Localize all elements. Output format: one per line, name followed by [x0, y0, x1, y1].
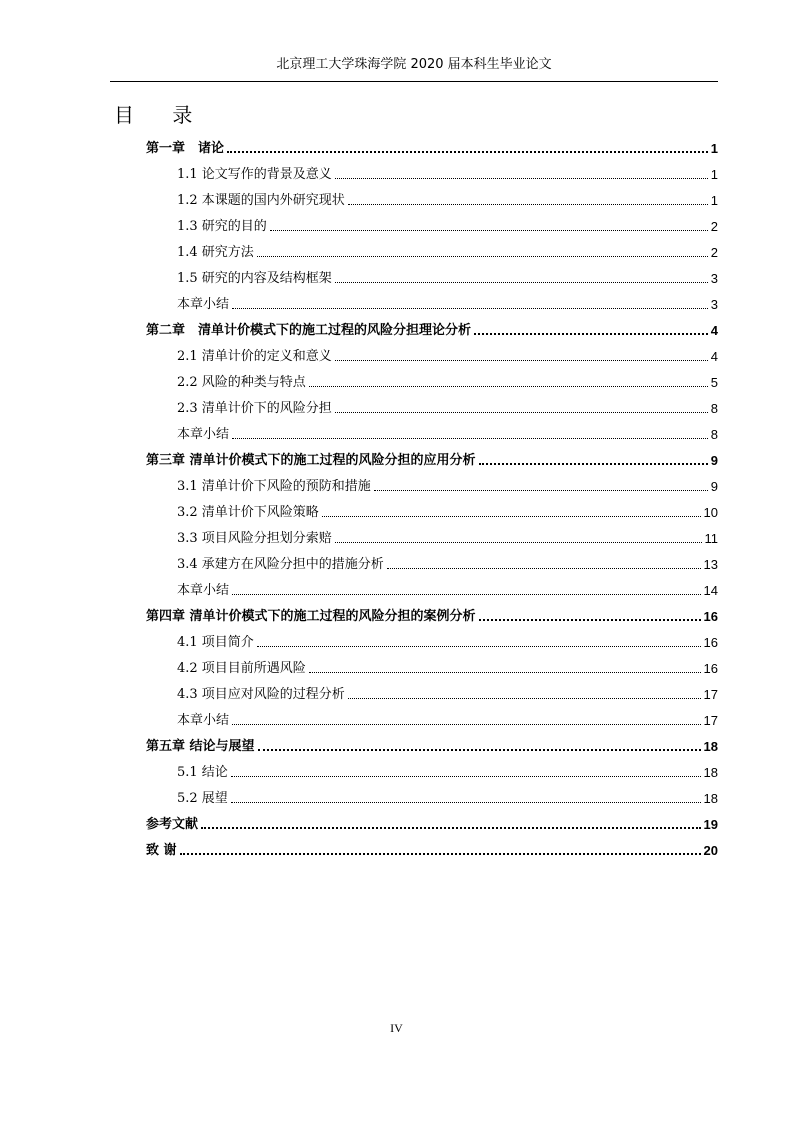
toc-leader-dots	[348, 204, 708, 205]
toc-section-entry[interactable]	[177, 787, 718, 807]
toc-entry-label: 致 谢	[146, 843, 177, 858]
toc-leader-dots	[335, 282, 708, 283]
toc-entry-page: 13	[703, 557, 718, 572]
toc-leader-dots	[348, 698, 701, 699]
toc-entry-label: 参考文献	[146, 817, 199, 832]
toc-entry-page: 17	[703, 713, 718, 728]
toc-entry-label: 第四章 清单计价模式下的施工过程的风险分担的案例分析	[146, 609, 476, 624]
toc-chapter-entry[interactable]	[146, 449, 718, 469]
toc-entry-label: 本章小结	[177, 583, 230, 598]
toc-entry-page: 3	[710, 271, 718, 286]
toc-entry-page: 20	[703, 843, 718, 858]
toc-chapter-entry[interactable]	[146, 813, 718, 833]
toc-entry-page: 8	[710, 401, 718, 416]
toc-leader-dots	[231, 776, 701, 777]
toc-leader-dots	[232, 594, 701, 595]
toc-section-entry[interactable]	[177, 657, 718, 677]
toc-section-entry[interactable]	[177, 579, 718, 599]
toc-entry-label: 2.3 清单计价下的风险分担	[177, 401, 332, 416]
toc-section-entry[interactable]	[177, 397, 718, 417]
toc-leader-dots	[335, 542, 702, 543]
toc-entry-page: 16	[703, 661, 718, 676]
toc-entry-label: 4.1 项目简介	[177, 635, 254, 650]
toc-entry-label: 第二章 清单计价模式下的施工过程的风险分担理论分析	[146, 323, 472, 338]
toc-leader-dots	[309, 386, 708, 387]
toc-chapter-entry[interactable]	[146, 735, 718, 755]
toc-entry-label: 1.4 研究方法	[177, 245, 254, 260]
toc-entry-label: 5.1 结论	[177, 765, 228, 780]
toc-leader-dots	[335, 412, 708, 413]
toc-entry-page: 2	[710, 219, 718, 234]
toc-leader-dots	[257, 646, 701, 647]
toc-entry-page: 16	[703, 635, 718, 650]
toc-entry-label: 1.2 本课题的国内外研究现状	[177, 193, 345, 208]
toc-leader-dots	[201, 827, 701, 829]
toc-entry-label: 第一章 诸论	[146, 141, 225, 156]
toc-entry-label: 1.3 研究的目的	[177, 219, 267, 234]
toc-entry-page: 17	[703, 687, 718, 702]
toc-section-entry[interactable]	[177, 423, 718, 443]
toc-entry-page: 11	[704, 531, 718, 546]
toc-entry-page: 9	[710, 479, 718, 494]
toc-section-entry[interactable]	[177, 527, 718, 547]
toc-entry-page: 18	[703, 765, 718, 780]
toc-section-entry[interactable]	[177, 709, 718, 729]
toc-section-entry[interactable]	[177, 267, 718, 287]
toc-chapter-entry[interactable]	[146, 605, 718, 625]
page-number: IV	[390, 1021, 403, 1035]
toc-entry-label: 1.5 研究的内容及结构框架	[177, 271, 332, 286]
toc-section-entry[interactable]	[177, 631, 718, 651]
toc-leader-dots	[270, 230, 708, 231]
toc-leader-dots	[387, 568, 701, 569]
toc-leader-dots	[232, 724, 701, 725]
toc-entry-label: 第五章 结论与展望	[146, 739, 255, 754]
toc-entry-page: 5	[710, 375, 718, 390]
toc-entry-page: 14	[703, 583, 718, 598]
toc-chapter-entry[interactable]	[146, 839, 718, 859]
toc-section-entry[interactable]	[177, 189, 718, 209]
toc-leader-dots	[374, 490, 708, 491]
toc-entry-page: 4	[710, 323, 718, 338]
toc-leader-dots	[231, 802, 701, 803]
toc-entry-label: 3.4 承建方在风险分担中的措施分析	[177, 557, 384, 572]
toc-section-entry[interactable]	[177, 501, 718, 521]
toc-section-entry[interactable]	[177, 241, 718, 261]
toc-entry-label: 3.2 清单计价下风险策略	[177, 505, 319, 520]
toc-entry-label: 3.3 项目风险分担划分索赔	[177, 531, 332, 546]
toc-section-entry[interactable]	[177, 475, 718, 495]
toc-entry-page: 18	[703, 791, 718, 806]
toc-entry-label: 本章小结	[177, 713, 230, 728]
toc-leader-dots	[232, 308, 708, 309]
toc-section-entry[interactable]	[177, 345, 718, 365]
toc-entry-page: 1	[710, 193, 718, 208]
toc-leader-dots	[258, 749, 701, 751]
toc-entry-label: 4.3 项目应对风险的过程分析	[177, 687, 345, 702]
page-header	[110, 0, 718, 82]
toc-section-entry[interactable]	[177, 761, 718, 781]
toc-entry-label: 2.2 风险的种类与特点	[177, 375, 306, 390]
toc-entry-page: 18	[703, 739, 718, 754]
toc-entry-label: 1.1 论文写作的背景及意义	[177, 167, 332, 182]
toc-section-entry[interactable]	[177, 215, 718, 235]
toc-leader-dots	[474, 333, 708, 335]
toc-entry-label: 本章小结	[177, 297, 230, 312]
toc-entry-page: 3	[710, 297, 718, 312]
toc-section-entry[interactable]	[177, 163, 718, 183]
toc-entry-page: 1	[710, 167, 718, 182]
toc-leader-dots	[479, 463, 708, 465]
toc-entry-page: 19	[703, 817, 718, 832]
toc-title: 目 录	[114, 103, 209, 127]
toc-entry-page: 9	[710, 453, 718, 468]
toc-entry-label: 5.2 展望	[177, 791, 228, 806]
toc-entry-page: 4	[710, 349, 718, 364]
toc-leader-dots	[232, 438, 708, 439]
toc-leader-dots	[479, 619, 701, 621]
toc-entry-label: 本章小结	[177, 427, 230, 442]
toc-leader-dots	[322, 516, 701, 517]
toc-leader-dots	[309, 672, 701, 673]
toc-entry-label: 3.1 清单计价下风险的预防和措施	[177, 479, 371, 494]
toc-entry-label: 4.2 项目目前所遇风险	[177, 661, 306, 676]
toc-section-entry[interactable]	[177, 371, 718, 391]
toc-leader-dots	[335, 178, 708, 179]
toc-entry-page: 1	[710, 141, 718, 156]
toc-section-entry[interactable]	[177, 293, 718, 313]
toc-leader-dots	[335, 360, 708, 361]
toc-entry-label: 2.1 清单计价的定义和意义	[177, 349, 332, 364]
toc-chapter-entry[interactable]	[146, 137, 718, 157]
toc-section-entry[interactable]	[177, 553, 718, 573]
toc-entry-page: 16	[703, 609, 718, 624]
toc-entry-label: 第三章 清单计价模式下的施工过程的风险分担的应用分析	[146, 453, 476, 468]
toc-leader-dots	[257, 256, 708, 257]
toc-chapter-entry[interactable]	[146, 319, 718, 339]
toc-section-entry[interactable]	[177, 683, 718, 703]
toc-entry-page: 10	[703, 505, 718, 520]
toc-entry-page: 2	[710, 245, 718, 260]
header-title: 北京理工大学珠海学院 2020 届本科生毕业论文	[276, 57, 552, 72]
toc-leader-dots	[180, 853, 701, 855]
toc-leader-dots	[227, 151, 708, 153]
toc-entry-page: 8	[710, 427, 718, 442]
